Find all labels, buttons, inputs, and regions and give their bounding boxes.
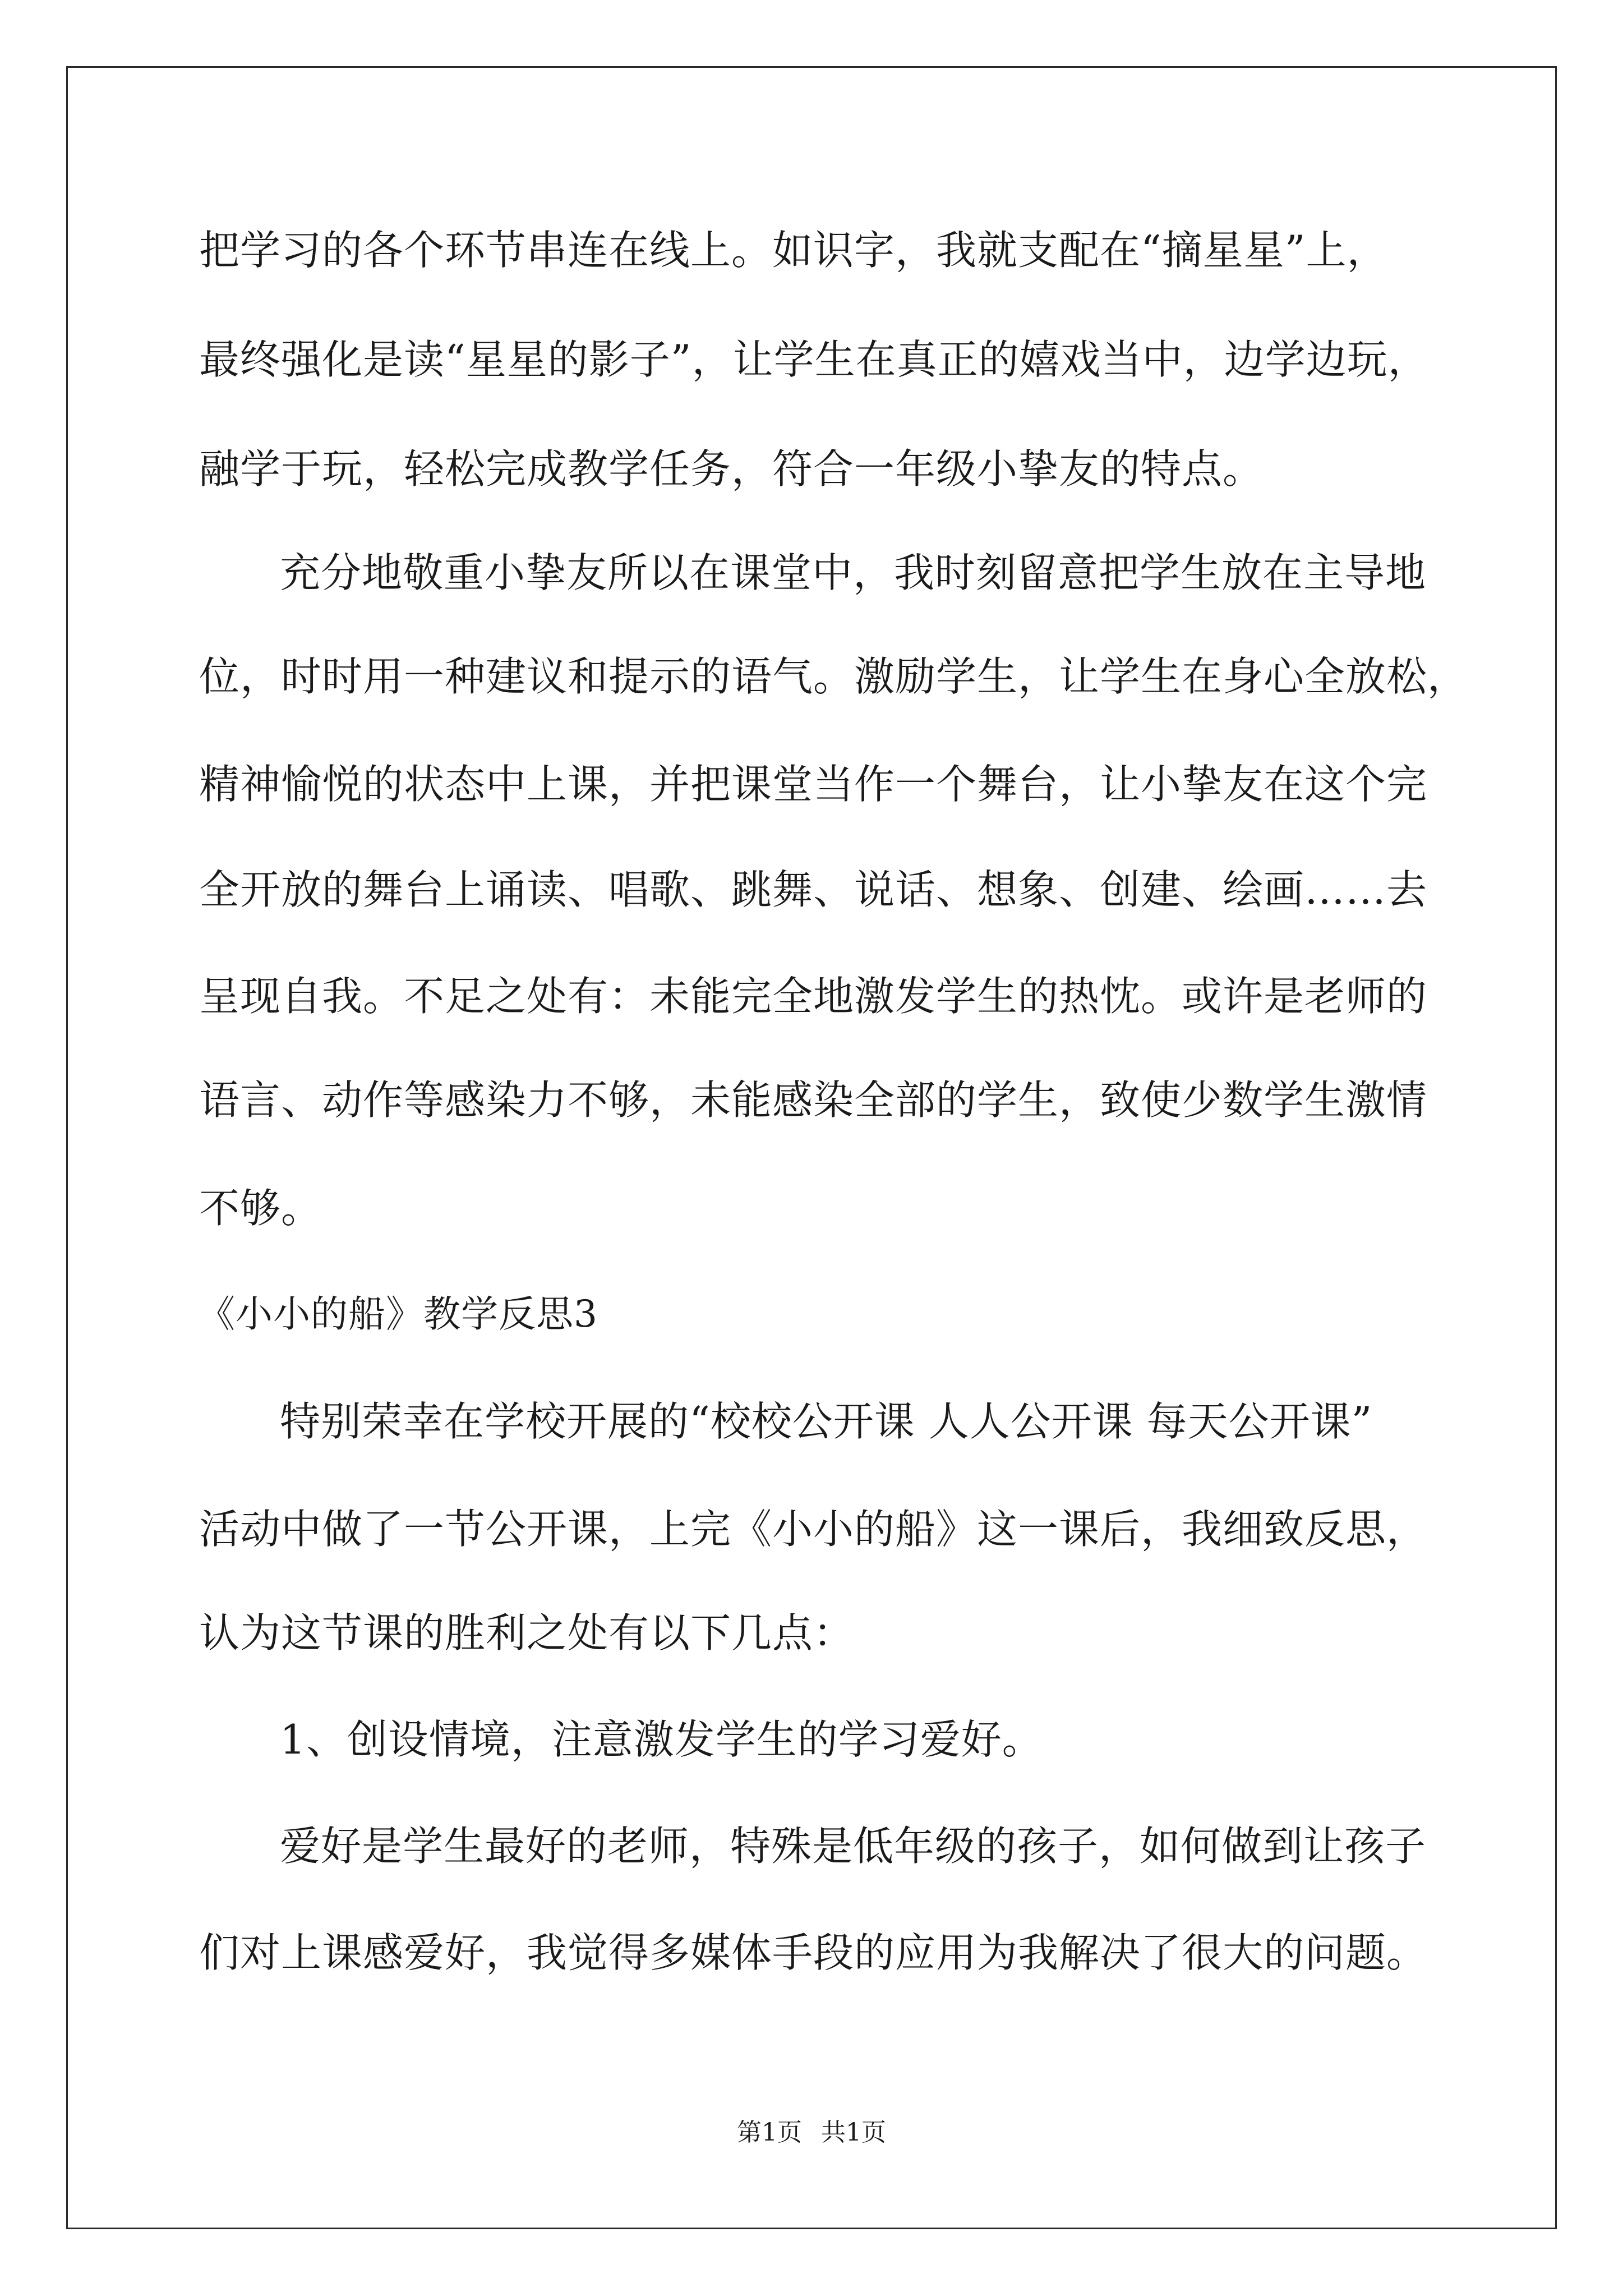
- text-line: 认为这节课的胜利之处有以下几点：: [199, 1609, 855, 1657]
- text-line: 全开放的舞台上诵读、唱歌、跳舞、说话、想象、创建、绘画……去: [199, 866, 1428, 913]
- text-line: 融学于玩，轻松完成教学任务，符合一年级小挚友的特点。: [199, 445, 1264, 493]
- paragraph-start: 充分地敬重小挚友所以在课堂中，我时刻留意把学生放在主导地: [280, 549, 1427, 596]
- page-border: [66, 66, 1557, 2229]
- text-line: 精神愉悦的状态中上课，并把课堂当作一个舞台，让小挚友在这个完: [199, 761, 1428, 808]
- text-line: 最终强化是读“星星的影子”，让学生在真正的嬉戏当中，边学边玩，: [199, 336, 1429, 383]
- page-footer: [0, 2112, 1623, 2148]
- section-heading: 《小小的船》教学反思3: [198, 1292, 598, 1336]
- text-line: 呈现自我。不足之处有：未能完全地激发学生的热忱。或许是老师的: [199, 973, 1428, 1020]
- text-line: 位，时时用一种建议和提示的语气。激励学生，让学生在身心全放松，: [199, 653, 1469, 700]
- text-line: 语言、动作等感染力不够，未能感染全部的学生，致使少数学生激情: [199, 1076, 1428, 1124]
- list-item: 1、创设情境，注意激发学生的学习爱好。: [280, 1716, 1043, 1763]
- text-line: 活动中做了一节公开课，上完《小小的船》这一课后，我细致反思，: [199, 1506, 1428, 1553]
- text-line: 们对上课感爱好，我觉得多媒体手段的应用为我解决了很大的问题。: [199, 1929, 1428, 1976]
- paragraph-start: 爱好是学生最好的老师，特殊是低年级的孩子，如何做到让孩子: [280, 1823, 1427, 1870]
- text-line: 不够。: [199, 1185, 322, 1232]
- text-line: 把学习的各个环节串连在线上。如识字，我就支配在“摘星星”上，: [199, 227, 1388, 274]
- page-total: 共1页: [821, 2118, 886, 2147]
- page-number: 第1页: [737, 2118, 802, 2147]
- paragraph-start: 特别荣幸在学校开展的“校校公开课 人人公开课 每天公开课”: [280, 1398, 1373, 1445]
